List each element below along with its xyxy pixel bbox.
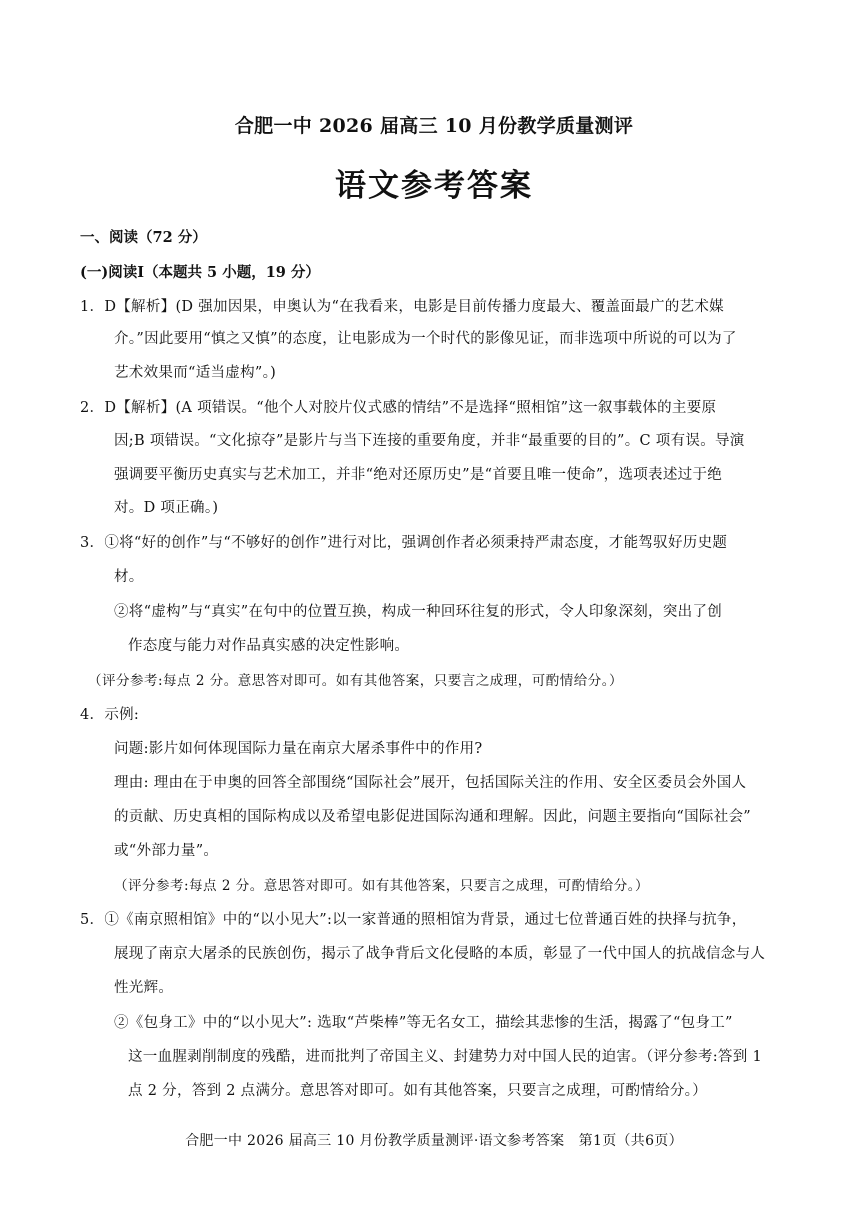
answer-q4-line: 的贡献、历史真相的国际构成以及希望电影促进国际沟通和理解。因此，问题主要指向“国际社会” (114, 809, 752, 825)
scoring-note-q3: （评分参考:每点 2 分。意思答对即可。如有其他答案，只要言之成理，可酌情给分。） (88, 673, 623, 689)
answer-q4-line: 或“外部力量”。 (114, 843, 219, 859)
answer-q1-line: 艺术效果而“适当虚构”。) (114, 365, 277, 381)
answer-q5-line: 点 2 分，答到 2 点满分。意思答对即可。如有其他答案，只要言之成理，可酌情给分。） (128, 1083, 708, 1099)
answer-q2-line: 因;B 项错误。“文化掠夺”是影片与当下连接的重要角度，并非“最重要的目的”。C 项有误。导演 (114, 433, 745, 449)
page-footer: 合肥一中 2026 届高三 10 月份教学质量测评·语文参考答案 第1页（共6页） (185, 1133, 683, 1149)
answer-q5-line: 展现了南京大屠杀的民族创伤，揭示了战争背后文化侵略的本质，彰显了一代中国人的抗战信念与人 (114, 946, 766, 962)
answer-q2-line: 对。D 项正确。) (114, 500, 219, 516)
answer-q3-line: 作态度与能力对作品真实感的决定性影响。 (128, 638, 410, 654)
document-subtitle: 语文参考答案 (335, 168, 533, 204)
answer-q2-line: 强调要平衡历史真实与艺术加工，并非“绝对还原历史”是“首要且唯一使命”，选项表述过于绝 (114, 467, 723, 483)
answer-q4-line: 4．示例: (80, 707, 140, 723)
answer-q3-line: ②将“虚构”与“真实”在句中的位置互换，构成一种回环往复的形式，令人印象深刻，突出了创 (114, 604, 723, 620)
answer-q4-line: 理由: 理由在于申奥的回答全部围绕“国际社会”展开，包括国际关注的作用、安全区委员会外国人 (114, 775, 747, 791)
answer-q1-line: 介。”因此要用“慎之又慎”的态度，让电影成为一个时代的影像见证，而非选项中所说的可以为了 (114, 331, 737, 347)
scoring-note-q4: （评分参考:每点 2 分。意思答对即可。如有其他答案，只要言之成理，可酌情给分。） (114, 878, 649, 894)
answer-q5-line: 5．①《南京照相馆》中的“以小见大”:以一家普通的照相馆为背景，通过七位普通百姓的抉择与抗争， (80, 912, 747, 928)
answer-q3-line: 3．①将“好的创作”与“不够好的创作”进行对比，强调创作者必须秉持严肃态度，才能驾驭好历史题 (80, 535, 728, 551)
answer-q3-line: 材。 (114, 569, 144, 585)
document-title: 合肥一中 2026 届高三 10 月份教学质量测评 (234, 115, 634, 137)
answer-q5-line: 这一血腥剥削制度的残酷，进而批判了帝国主义、封建势力对中国人民的迫害。（评分参考:答到 1 (128, 1049, 762, 1065)
answer-q1-line: 1．D【解析】(D 强加因果，申奥认为“在我看来，电影是目前传播力度最大、覆盖面最广的艺术媒 (80, 299, 724, 315)
subsection-heading-reading-1: (一)阅读I（本题共 5 小题，19 分） (80, 264, 320, 281)
answer-q4-line: 问题:影片如何体现国际力量在南京大屠杀事件中的作用? (114, 741, 483, 757)
answer-q5-line: 性光辉。 (114, 980, 174, 996)
answer-q2-line: 2．D【解析】(A 项错误。“他个人对胶片仪式感的情结”不是选择“照相馆”这一叙事载体的主要原 (80, 400, 717, 416)
section-heading-reading: 一、阅读（72 分） (80, 229, 207, 246)
answer-q5-line: ②《包身工》中的“以小见大”: 选取“芦柴棒”等无名女工，描绘其悲惨的生活，揭露了“包身工” (114, 1015, 733, 1031)
